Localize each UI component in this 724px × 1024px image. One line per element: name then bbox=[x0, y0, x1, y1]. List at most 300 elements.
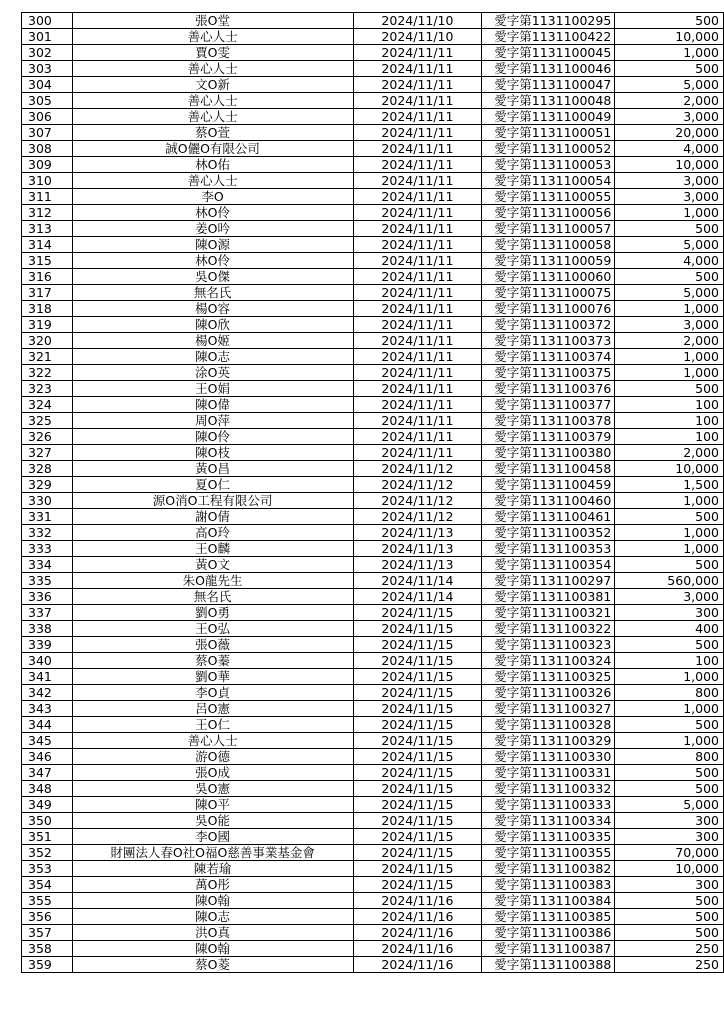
donor-name-cell: 文O新 bbox=[72, 77, 353, 93]
table-row bbox=[22, 509, 724, 525]
receipt-number-cell: 愛字第1131100326 bbox=[482, 685, 615, 701]
receipt-number-cell: 愛字第1131100372 bbox=[482, 317, 615, 333]
row-number-cell: 321 bbox=[22, 349, 73, 365]
row-number-cell: 330 bbox=[22, 493, 73, 509]
donor-name-cell: 張O成 bbox=[72, 765, 353, 781]
donation-date-cell: 2024/11/15 bbox=[353, 813, 482, 829]
receipt-number-cell: 愛字第1131100382 bbox=[482, 861, 615, 877]
table-row bbox=[22, 125, 724, 141]
row-number-cell: 318 bbox=[22, 301, 73, 317]
donation-date-cell: 2024/11/16 bbox=[353, 893, 482, 909]
table-row bbox=[22, 397, 724, 413]
receipt-number-cell: 愛字第1131100381 bbox=[482, 589, 615, 605]
amount-cell: 10,000 bbox=[615, 29, 724, 45]
table-row bbox=[22, 877, 724, 893]
receipt-number-cell: 愛字第1131100076 bbox=[482, 301, 615, 317]
row-number-cell: 341 bbox=[22, 669, 73, 685]
row-number-cell: 300 bbox=[22, 13, 73, 29]
table-row bbox=[22, 685, 724, 701]
donor-name-cell: 蔡O萱 bbox=[72, 125, 353, 141]
donation-date-cell: 2024/11/15 bbox=[353, 605, 482, 621]
donor-name-cell: 善心人士 bbox=[72, 109, 353, 125]
donor-name-cell: 陳O翰 bbox=[72, 893, 353, 909]
amount-cell: 20,000 bbox=[615, 125, 724, 141]
donation-date-cell: 2024/11/15 bbox=[353, 701, 482, 717]
table-row bbox=[22, 541, 724, 557]
table-row bbox=[22, 925, 724, 941]
donation-date-cell: 2024/11/15 bbox=[353, 733, 482, 749]
row-number-cell: 312 bbox=[22, 205, 73, 221]
amount-cell: 5,000 bbox=[615, 77, 724, 93]
donor-name-cell: 蔡O菱 bbox=[72, 957, 353, 973]
table-row bbox=[22, 269, 724, 285]
donor-name-cell: 陳O平 bbox=[72, 797, 353, 813]
receipt-number-cell: 愛字第1131100058 bbox=[482, 237, 615, 253]
receipt-number-cell: 愛字第1131100378 bbox=[482, 413, 615, 429]
row-number-cell: 356 bbox=[22, 909, 73, 925]
donor-name-cell: 黃O昌 bbox=[72, 461, 353, 477]
amount-cell: 1,000 bbox=[615, 365, 724, 381]
table-row bbox=[22, 941, 724, 957]
donor-name-cell: 吳O憲 bbox=[72, 781, 353, 797]
receipt-number-cell: 愛字第1131100054 bbox=[482, 173, 615, 189]
amount-cell: 500 bbox=[615, 717, 724, 733]
donation-date-cell: 2024/11/11 bbox=[353, 429, 482, 445]
donation-date-cell: 2024/11/15 bbox=[353, 685, 482, 701]
receipt-number-cell: 愛字第1131100075 bbox=[482, 285, 615, 301]
row-number-cell: 338 bbox=[22, 621, 73, 637]
donor-name-cell: 姜O吟 bbox=[72, 221, 353, 237]
table-row bbox=[22, 861, 724, 877]
donation-date-cell: 2024/11/11 bbox=[353, 301, 482, 317]
donation-date-cell: 2024/11/11 bbox=[353, 157, 482, 173]
amount-cell: 2,000 bbox=[615, 333, 724, 349]
donor-name-cell: 李O bbox=[72, 189, 353, 205]
amount-cell: 800 bbox=[615, 685, 724, 701]
row-number-cell: 354 bbox=[22, 877, 73, 893]
receipt-number-cell: 愛字第1131100459 bbox=[482, 477, 615, 493]
receipt-number-cell: 愛字第1131100046 bbox=[482, 61, 615, 77]
amount-cell: 1,000 bbox=[615, 45, 724, 61]
receipt-number-cell: 愛字第1131100353 bbox=[482, 541, 615, 557]
table-row bbox=[22, 845, 724, 861]
amount-cell: 500 bbox=[615, 781, 724, 797]
receipt-number-cell: 愛字第1131100331 bbox=[482, 765, 615, 781]
donor-name-cell: 楊O容 bbox=[72, 301, 353, 317]
donor-name-cell: 劉O華 bbox=[72, 669, 353, 685]
donor-name-cell: 吳O能 bbox=[72, 813, 353, 829]
receipt-number-cell: 愛字第1131100354 bbox=[482, 557, 615, 573]
donation-date-cell: 2024/11/11 bbox=[353, 109, 482, 125]
row-number-cell: 342 bbox=[22, 685, 73, 701]
row-number-cell: 348 bbox=[22, 781, 73, 797]
donation-date-cell: 2024/11/11 bbox=[353, 333, 482, 349]
table-row bbox=[22, 605, 724, 621]
donor-name-cell: 善心人士 bbox=[72, 173, 353, 189]
receipt-number-cell: 愛字第1131100387 bbox=[482, 941, 615, 957]
amount-cell: 1,000 bbox=[615, 701, 724, 717]
receipt-number-cell: 愛字第1131100297 bbox=[482, 573, 615, 589]
donation-ledger-table bbox=[21, 12, 724, 973]
table-row bbox=[22, 701, 724, 717]
donor-name-cell: 陳O欣 bbox=[72, 317, 353, 333]
row-number-cell: 332 bbox=[22, 525, 73, 541]
donation-date-cell: 2024/11/11 bbox=[353, 285, 482, 301]
row-number-cell: 311 bbox=[22, 189, 73, 205]
donor-name-cell: 呂O憲 bbox=[72, 701, 353, 717]
table-row bbox=[22, 61, 724, 77]
amount-cell: 1,000 bbox=[615, 733, 724, 749]
table-row bbox=[22, 301, 724, 317]
receipt-number-cell: 愛字第1131100377 bbox=[482, 397, 615, 413]
amount-cell: 300 bbox=[615, 813, 724, 829]
table-row bbox=[22, 525, 724, 541]
donation-date-cell: 2024/11/15 bbox=[353, 653, 482, 669]
donor-name-cell: 林O佑 bbox=[72, 157, 353, 173]
row-number-cell: 359 bbox=[22, 957, 73, 973]
donor-name-cell: 蔡O蓁 bbox=[72, 653, 353, 669]
amount-cell: 500 bbox=[615, 13, 724, 29]
row-number-cell: 333 bbox=[22, 541, 73, 557]
donation-date-cell: 2024/11/12 bbox=[353, 493, 482, 509]
table-row bbox=[22, 557, 724, 573]
row-number-cell: 353 bbox=[22, 861, 73, 877]
table-row bbox=[22, 893, 724, 909]
donation-date-cell: 2024/11/10 bbox=[353, 29, 482, 45]
row-number-cell: 328 bbox=[22, 461, 73, 477]
donor-name-cell: 陳O偉 bbox=[72, 397, 353, 413]
row-number-cell: 313 bbox=[22, 221, 73, 237]
row-number-cell: 320 bbox=[22, 333, 73, 349]
row-number-cell: 317 bbox=[22, 285, 73, 301]
amount-cell: 500 bbox=[615, 221, 724, 237]
amount-cell: 1,000 bbox=[615, 669, 724, 685]
receipt-number-cell: 愛字第1131100461 bbox=[482, 509, 615, 525]
donor-name-cell: 陳O志 bbox=[72, 349, 353, 365]
amount-cell: 10,000 bbox=[615, 861, 724, 877]
ledger-body bbox=[22, 13, 724, 973]
receipt-number-cell: 愛字第1131100380 bbox=[482, 445, 615, 461]
amount-cell: 560,000 bbox=[615, 573, 724, 589]
donor-name-cell: 王O娟 bbox=[72, 381, 353, 397]
table-row bbox=[22, 413, 724, 429]
receipt-number-cell: 愛字第1131100052 bbox=[482, 141, 615, 157]
donor-name-cell: 源O消O工程有限公司 bbox=[72, 493, 353, 509]
receipt-number-cell: 愛字第1131100056 bbox=[482, 205, 615, 221]
amount-cell: 800 bbox=[615, 749, 724, 765]
receipt-number-cell: 愛字第1131100059 bbox=[482, 253, 615, 269]
table-row bbox=[22, 317, 724, 333]
donation-date-cell: 2024/11/16 bbox=[353, 909, 482, 925]
receipt-number-cell: 愛字第1131100460 bbox=[482, 493, 615, 509]
donor-name-cell: 賈O雯 bbox=[72, 45, 353, 61]
donation-date-cell: 2024/11/11 bbox=[353, 317, 482, 333]
amount-cell: 5,000 bbox=[615, 285, 724, 301]
receipt-number-cell: 愛字第1131100060 bbox=[482, 269, 615, 285]
amount-cell: 500 bbox=[615, 909, 724, 925]
row-number-cell: 337 bbox=[22, 605, 73, 621]
donation-date-cell: 2024/11/16 bbox=[353, 941, 482, 957]
table-row bbox=[22, 381, 724, 397]
table-row bbox=[22, 653, 724, 669]
receipt-number-cell: 愛字第1131100057 bbox=[482, 221, 615, 237]
amount-cell: 100 bbox=[615, 413, 724, 429]
donation-date-cell: 2024/11/15 bbox=[353, 621, 482, 637]
row-number-cell: 305 bbox=[22, 93, 73, 109]
donation-date-cell: 2024/11/10 bbox=[353, 13, 482, 29]
table-row bbox=[22, 781, 724, 797]
receipt-number-cell: 愛字第1131100383 bbox=[482, 877, 615, 893]
donation-date-cell: 2024/11/16 bbox=[353, 957, 482, 973]
donor-name-cell: 林O伶 bbox=[72, 253, 353, 269]
table-row bbox=[22, 909, 724, 925]
table-row bbox=[22, 253, 724, 269]
amount-cell: 300 bbox=[615, 877, 724, 893]
amount-cell: 3,000 bbox=[615, 317, 724, 333]
donor-name-cell: 朱O龍先生 bbox=[72, 573, 353, 589]
table-row bbox=[22, 957, 724, 973]
donor-name-cell: 善心人士 bbox=[72, 61, 353, 77]
receipt-number-cell: 愛字第1131100053 bbox=[482, 157, 615, 173]
donation-date-cell: 2024/11/11 bbox=[353, 141, 482, 157]
receipt-number-cell: 愛字第1131100335 bbox=[482, 829, 615, 845]
amount-cell: 1,000 bbox=[615, 301, 724, 317]
table-row bbox=[22, 221, 724, 237]
amount-cell: 500 bbox=[615, 557, 724, 573]
table-row bbox=[22, 173, 724, 189]
amount-cell: 500 bbox=[615, 925, 724, 941]
table-row bbox=[22, 573, 724, 589]
donation-date-cell: 2024/11/11 bbox=[353, 173, 482, 189]
donor-name-cell: 高O玲 bbox=[72, 525, 353, 541]
row-number-cell: 334 bbox=[22, 557, 73, 573]
receipt-number-cell: 愛字第1131100375 bbox=[482, 365, 615, 381]
receipt-number-cell: 愛字第1131100321 bbox=[482, 605, 615, 621]
amount-cell: 2,000 bbox=[615, 93, 724, 109]
amount-cell: 1,000 bbox=[615, 541, 724, 557]
table-row bbox=[22, 365, 724, 381]
amount-cell: 500 bbox=[615, 509, 724, 525]
donor-name-cell: 王O麟 bbox=[72, 541, 353, 557]
donation-date-cell: 2024/11/15 bbox=[353, 749, 482, 765]
row-number-cell: 301 bbox=[22, 29, 73, 45]
amount-cell: 500 bbox=[615, 765, 724, 781]
donor-name-cell: 夏O仁 bbox=[72, 477, 353, 493]
row-number-cell: 326 bbox=[22, 429, 73, 445]
amount-cell: 3,000 bbox=[615, 189, 724, 205]
row-number-cell: 310 bbox=[22, 173, 73, 189]
receipt-number-cell: 愛字第1131100295 bbox=[482, 13, 615, 29]
row-number-cell: 343 bbox=[22, 701, 73, 717]
amount-cell: 3,000 bbox=[615, 109, 724, 125]
donor-name-cell: 洪O真 bbox=[72, 925, 353, 941]
donor-name-cell: 善心人士 bbox=[72, 733, 353, 749]
donor-name-cell: 陳O枝 bbox=[72, 445, 353, 461]
receipt-number-cell: 愛字第1131100422 bbox=[482, 29, 615, 45]
table-row bbox=[22, 141, 724, 157]
donor-name-cell: 財團法人春O社O福O慈善事業基金會 bbox=[72, 845, 353, 861]
table-row bbox=[22, 461, 724, 477]
donor-name-cell: 陳O伶 bbox=[72, 429, 353, 445]
donation-date-cell: 2024/11/15 bbox=[353, 765, 482, 781]
amount-cell: 1,500 bbox=[615, 477, 724, 493]
amount-cell: 1,000 bbox=[615, 349, 724, 365]
donor-name-cell: 周O萍 bbox=[72, 413, 353, 429]
donation-date-cell: 2024/11/13 bbox=[353, 525, 482, 541]
donor-name-cell: 無名氏 bbox=[72, 589, 353, 605]
amount-cell: 300 bbox=[615, 605, 724, 621]
donor-name-cell: 陳O源 bbox=[72, 237, 353, 253]
donation-date-cell: 2024/11/15 bbox=[353, 845, 482, 861]
table-row bbox=[22, 717, 724, 733]
donor-name-cell: 張O薇 bbox=[72, 637, 353, 653]
amount-cell: 500 bbox=[615, 61, 724, 77]
donation-date-cell: 2024/11/11 bbox=[353, 205, 482, 221]
receipt-number-cell: 愛字第1131100323 bbox=[482, 637, 615, 653]
table-row bbox=[22, 109, 724, 125]
donor-name-cell: 謝O倩 bbox=[72, 509, 353, 525]
table-row bbox=[22, 333, 724, 349]
row-number-cell: 304 bbox=[22, 77, 73, 93]
amount-cell: 500 bbox=[615, 893, 724, 909]
donor-name-cell: 陳O志 bbox=[72, 909, 353, 925]
receipt-number-cell: 愛字第1131100332 bbox=[482, 781, 615, 797]
row-number-cell: 306 bbox=[22, 109, 73, 125]
receipt-number-cell: 愛字第1131100049 bbox=[482, 109, 615, 125]
donation-date-cell: 2024/11/11 bbox=[353, 253, 482, 269]
receipt-number-cell: 愛字第1131100325 bbox=[482, 669, 615, 685]
table-row bbox=[22, 749, 724, 765]
table-row bbox=[22, 13, 724, 29]
donation-date-cell: 2024/11/11 bbox=[353, 93, 482, 109]
donor-name-cell: 林O伶 bbox=[72, 205, 353, 221]
donation-date-cell: 2024/11/11 bbox=[353, 61, 482, 77]
donation-date-cell: 2024/11/12 bbox=[353, 509, 482, 525]
amount-cell: 500 bbox=[615, 381, 724, 397]
amount-cell: 1,000 bbox=[615, 525, 724, 541]
table-row bbox=[22, 157, 724, 173]
row-number-cell: 308 bbox=[22, 141, 73, 157]
amount-cell: 500 bbox=[615, 269, 724, 285]
table-row bbox=[22, 797, 724, 813]
table-row bbox=[22, 637, 724, 653]
amount-cell: 100 bbox=[615, 397, 724, 413]
row-number-cell: 351 bbox=[22, 829, 73, 845]
row-number-cell: 336 bbox=[22, 589, 73, 605]
amount-cell: 3,000 bbox=[615, 589, 724, 605]
donor-name-cell: 楊O姬 bbox=[72, 333, 353, 349]
table-row bbox=[22, 669, 724, 685]
donor-name-cell: 涂O英 bbox=[72, 365, 353, 381]
donation-date-cell: 2024/11/11 bbox=[353, 381, 482, 397]
table-row bbox=[22, 813, 724, 829]
donation-date-cell: 2024/11/16 bbox=[353, 925, 482, 941]
donation-date-cell: 2024/11/11 bbox=[353, 45, 482, 61]
receipt-number-cell: 愛字第1131100045 bbox=[482, 45, 615, 61]
donation-date-cell: 2024/11/15 bbox=[353, 861, 482, 877]
donor-name-cell: 王O仁 bbox=[72, 717, 353, 733]
receipt-number-cell: 愛字第1131100334 bbox=[482, 813, 615, 829]
table-row bbox=[22, 29, 724, 45]
donor-name-cell: 李O國 bbox=[72, 829, 353, 845]
amount-cell: 400 bbox=[615, 621, 724, 637]
donor-name-cell: 陳O翰 bbox=[72, 941, 353, 957]
donor-name-cell: 劉O勇 bbox=[72, 605, 353, 621]
row-number-cell: 339 bbox=[22, 637, 73, 653]
table-row bbox=[22, 189, 724, 205]
donation-date-cell: 2024/11/15 bbox=[353, 877, 482, 893]
amount-cell: 300 bbox=[615, 829, 724, 845]
row-number-cell: 319 bbox=[22, 317, 73, 333]
row-number-cell: 350 bbox=[22, 813, 73, 829]
table-row bbox=[22, 829, 724, 845]
row-number-cell: 315 bbox=[22, 253, 73, 269]
donation-date-cell: 2024/11/13 bbox=[353, 557, 482, 573]
receipt-number-cell: 愛字第1131100327 bbox=[482, 701, 615, 717]
amount-cell: 4,000 bbox=[615, 253, 724, 269]
donation-date-cell: 2024/11/11 bbox=[353, 413, 482, 429]
row-number-cell: 316 bbox=[22, 269, 73, 285]
donor-name-cell: 無名氏 bbox=[72, 285, 353, 301]
table-row bbox=[22, 477, 724, 493]
amount-cell: 10,000 bbox=[615, 157, 724, 173]
table-row bbox=[22, 285, 724, 301]
donation-date-cell: 2024/11/14 bbox=[353, 589, 482, 605]
receipt-number-cell: 愛字第1131100373 bbox=[482, 333, 615, 349]
row-number-cell: 325 bbox=[22, 413, 73, 429]
table-row bbox=[22, 205, 724, 221]
row-number-cell: 309 bbox=[22, 157, 73, 173]
row-number-cell: 347 bbox=[22, 765, 73, 781]
table-row bbox=[22, 429, 724, 445]
amount-cell: 4,000 bbox=[615, 141, 724, 157]
donation-date-cell: 2024/11/11 bbox=[353, 365, 482, 381]
donor-name-cell: 誠O儷O有限公司 bbox=[72, 141, 353, 157]
receipt-number-cell: 愛字第1131100374 bbox=[482, 349, 615, 365]
donor-name-cell: 游O德 bbox=[72, 749, 353, 765]
row-number-cell: 358 bbox=[22, 941, 73, 957]
table-row bbox=[22, 493, 724, 509]
table-row bbox=[22, 733, 724, 749]
amount-cell: 500 bbox=[615, 637, 724, 653]
donor-name-cell: 萬O彤 bbox=[72, 877, 353, 893]
receipt-number-cell: 愛字第1131100379 bbox=[482, 429, 615, 445]
amount-cell: 250 bbox=[615, 957, 724, 973]
donor-name-cell: 善心人士 bbox=[72, 93, 353, 109]
receipt-number-cell: 愛字第1131100376 bbox=[482, 381, 615, 397]
donation-date-cell: 2024/11/15 bbox=[353, 781, 482, 797]
receipt-number-cell: 愛字第1131100385 bbox=[482, 909, 615, 925]
amount-cell: 70,000 bbox=[615, 845, 724, 861]
row-number-cell: 355 bbox=[22, 893, 73, 909]
table-row bbox=[22, 765, 724, 781]
amount-cell: 1,000 bbox=[615, 493, 724, 509]
receipt-number-cell: 愛字第1131100328 bbox=[482, 717, 615, 733]
row-number-cell: 357 bbox=[22, 925, 73, 941]
donation-date-cell: 2024/11/11 bbox=[353, 189, 482, 205]
row-number-cell: 349 bbox=[22, 797, 73, 813]
table-row bbox=[22, 445, 724, 461]
donor-name-cell: 黃O文 bbox=[72, 557, 353, 573]
row-number-cell: 323 bbox=[22, 381, 73, 397]
donation-date-cell: 2024/11/11 bbox=[353, 221, 482, 237]
receipt-number-cell: 愛字第1131100384 bbox=[482, 893, 615, 909]
row-number-cell: 302 bbox=[22, 45, 73, 61]
row-number-cell: 346 bbox=[22, 749, 73, 765]
receipt-number-cell: 愛字第1131100322 bbox=[482, 621, 615, 637]
table-row bbox=[22, 237, 724, 253]
receipt-number-cell: 愛字第1131100048 bbox=[482, 93, 615, 109]
